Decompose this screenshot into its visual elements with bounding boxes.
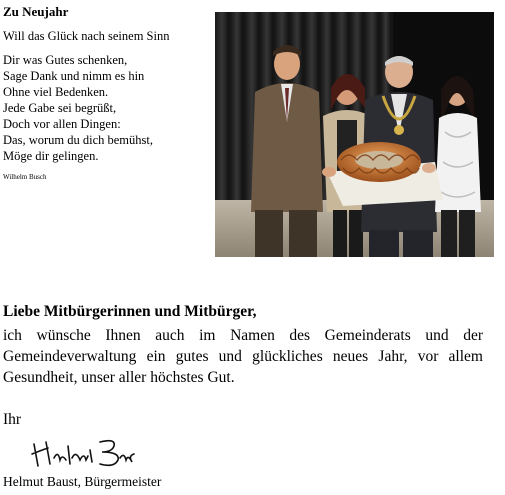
letter-body: ich wünsche Ihnen auch im Namen des Gemeinderats und der Gemeindeverwaltung ein gutes und glückliches neues Jahr, vor allem Gesundheit, unser aller höchstes Gut.	[3, 327, 483, 386]
poem-line: Doch vor allen Dingen:	[3, 117, 121, 131]
poem-line: Ohne viel Bedenken.	[3, 85, 109, 99]
poem-stanza-3	[3, 100, 153, 164]
poem-line: Jede Gabe sei begrüßt,	[3, 101, 117, 115]
poem-stanza-1	[3, 28, 169, 44]
group-photo-illustration	[215, 12, 494, 257]
poem-line: Möge dir gelingen.	[3, 149, 99, 163]
letter-closing: Ihr	[3, 411, 22, 428]
poem-title: Zu Neujahr	[3, 4, 69, 19]
poem-stanza-2	[3, 52, 144, 100]
poem-line: Dir was Gutes schenken,	[3, 53, 128, 67]
handwritten-signature	[28, 436, 138, 470]
poem-line: Sage Dank und nimm es hin	[3, 69, 145, 83]
signer-name: Helmut Baust, Bürgermeister	[3, 474, 162, 489]
poem-line: Das, worum du dich bemühst,	[3, 133, 153, 147]
poem-line: Will das Glück nach seinem Sinn	[3, 29, 170, 43]
poem-author: Wilhelm Busch	[3, 173, 47, 181]
letter-greeting: Liebe Mitbürgerinnen und Mitbürger,	[3, 303, 257, 320]
group-photo	[215, 12, 494, 257]
